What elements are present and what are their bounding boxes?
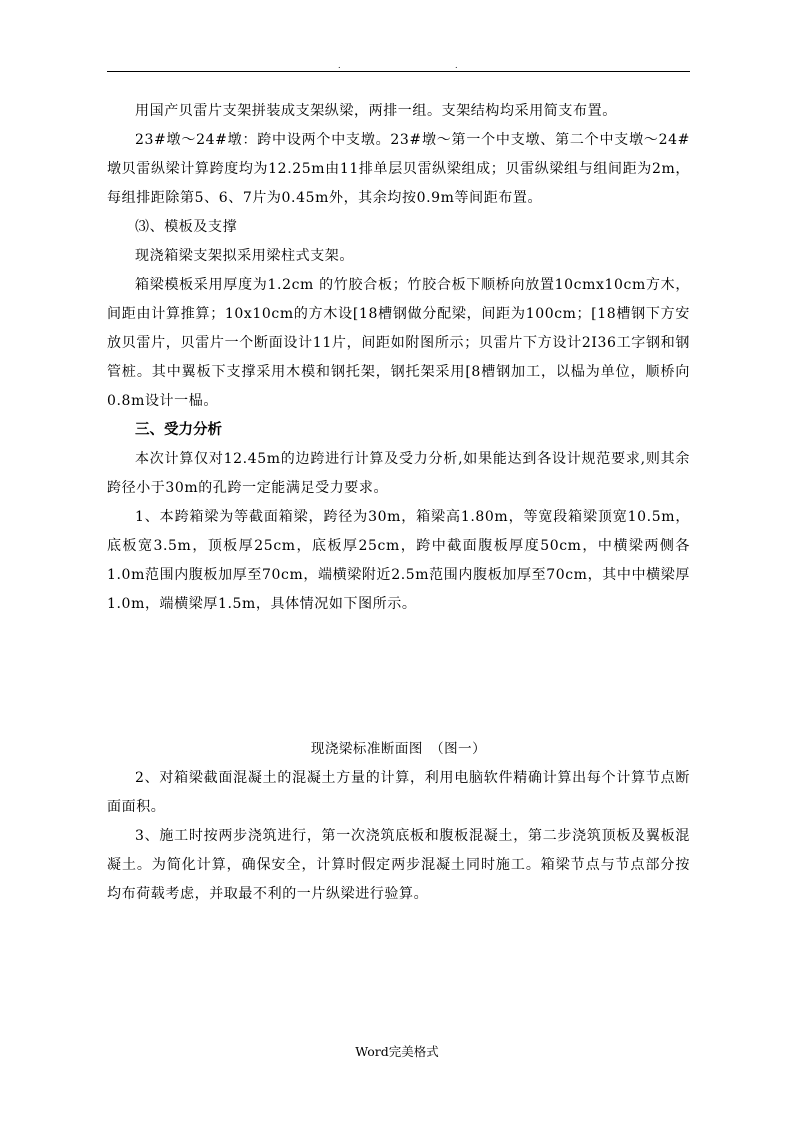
paragraph-pier-span: 23#墩～24#墩：跨中设两个中支墩。23#墩～第一个中支墩、第二个中支墩～24#墩贝雷纵梁计算跨度均为12.25m由11排单层贝雷纵梁组成；贝雷纵梁组与组间距为2m，每组排距除第5、6、7片为0.45m外，其余均按0.9m等间距布置。 xyxy=(107,132,690,206)
paragraph-pouring-steps: 3、施工时按两步浇筑进行，第一次浇筑底板和腹板混凝土，第二步浇筑顶板及翼板混凝土。为简化计算，确保安全，计算时假定两步混凝土同时施工。箱梁节点与节点部分按均布荷载考虑，并取最不利的一片纵梁进行验算。 xyxy=(107,828,690,902)
paragraph-formwork-detail: 箱梁模板采用厚度为1.2cm 的竹胶合板；竹胶合板下顺桥向放置10cmx10cm方木，间距由计算推算；10x10cm的方木设[18槽钢做分配梁，间距为100cm；[18槽钢下方安放贝雷片，贝雷片一个断面设计11片，间距如附图所示；贝雷片下方设计2I36工字钢和钢管桩。其中翼板下支撑采用木模和钢托架，钢托架采用[8槽钢加工，以榀为单位，顺桥向0.8m设计一榀。 xyxy=(107,277,690,409)
page-footer: Word完美格式 xyxy=(355,1044,439,1059)
document-body xyxy=(107,97,690,909)
paragraph-calculation-scope: 本次计算仅对12.45m的边跨进行计算及受力分析,如果能达到各设计规范要求,则其余跨径小于30m的孔跨一定能满足受力要求。 xyxy=(107,451,690,496)
paragraph-bailey-truss: 用国产贝雷片支架拼装成支架纵梁，两排一组。支架结构均采用简支布置。 xyxy=(135,103,617,119)
paragraph-concrete-volume: 2、对箱梁截面混凝土的混凝土方量的计算，利用电脑软件精确计算出每个计算节点断面面积。 xyxy=(107,770,690,815)
section-heading-stress-analysis: 三、受力分析 xyxy=(135,422,222,438)
figure-caption: 现浇梁标准断面图 （图一） xyxy=(310,741,487,757)
paragraph-support-type: 现浇箱梁支架拟采用梁柱式支架。 xyxy=(135,248,354,264)
subsection-heading-formwork: ⑶、模板及支撑 xyxy=(135,219,238,235)
header-dot-left: . xyxy=(338,61,341,70)
header-rule xyxy=(107,71,690,72)
header-dot-right: . xyxy=(455,61,458,70)
figure-placeholder xyxy=(107,619,690,735)
paragraph-box-girder: 1、本跨箱梁为等截面箱梁，跨径为30m，箱梁高1.80m，等宽段箱梁顶宽10.5m，底板宽3.5m，顶板厚25cm，底板厚25cm，跨中截面腹板厚度50cm，中横梁两侧各1.0m范围内腹板加厚至70cm，端横梁附近2.5m范围内腹板加厚至70cm，其中中横梁厚1.0m，端横梁厚1.5m，具体情况如下图所示。 xyxy=(107,509,690,612)
